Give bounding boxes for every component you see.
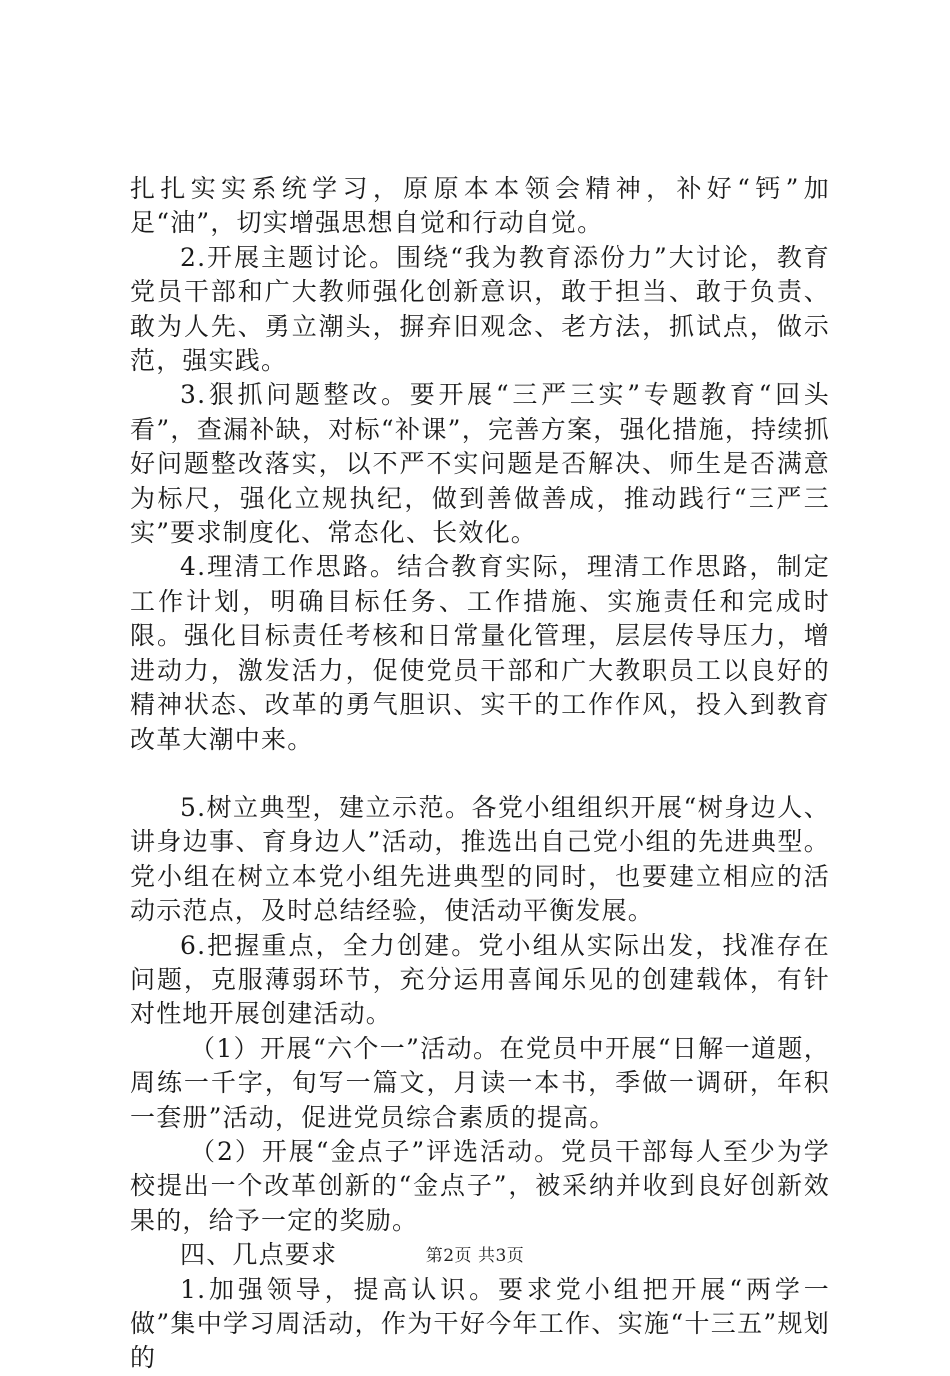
section-heading-requirements: 四、几点要求 [180,1240,338,1270]
paragraph-item-3-rectification: 3.狠抓问题整改。要开展“三严三实”专题教育“回头看”，查漏补缺，对标“补课”，完善方案，强化措施，持续抓好问题整改落实，以不严不实问题是否解决、师生是否满意为标尺，强化立规执纪，做到善做善成，推动践行“三严三实”要求制度化、常态化、长效化。 [130,380,830,548]
paragraph-item-6-key-points: 6.把握重点，全力创建。党小组从实际出发，找准存在问题，克服薄弱环节，充分运用喜闻乐见的创建载体，有针对性地开展创建活动。 [130,930,830,1029]
paragraph-study-continuation: 扎扎实实系统学习，原原本本领会精神，补好“钙”加足“油”，切实增强思想自觉和行动自觉。 [130,174,830,238]
paragraph-requirement-1-leadership: 1.加强领导，提高认识。要求党小组把开展“两学一做”集中学习周活动，作为干好今年工作、实施“十三五”规划的 [130,1274,830,1373]
paragraph-item-2-theme-discussion: 2.开展主题讨论。围绕“我为教育添份力”大讨论，教育党员干部和广大教师强化创新意识，敢于担当、敢于负责、敢为人先、勇立潮头，摒弃旧观念、老方法，抓试点，做示范，强实践。 [130,242,830,376]
page-number-footer: 第2页 共3页 [425,1246,525,1266]
paragraph-item-4-work-thinking: 4.理清工作思路。结合教育实际，理清工作思路，制定工作计划，明确目标任务、工作措施、实施责任和完成时限。强化目标责任考核和日常量化管理，层层传导压力，增进动力，激发活力，促使党员干部和广大教职员工以良好的精神状态、改革的勇气胆识、实干的工作作风，投入到教育改革大潮中来。 [130,552,830,754]
paragraph-subitem-2-golden-ideas: （2）开展“金点子”评选活动。党员干部每人至少为学校提出一个改革创新的“金点子”，被采纳并收到良好创新效果的，给予一定的奖励。 [130,1136,830,1235]
document-body [130,172,830,1376]
paragraph-subitem-1-six-ones: （1）开展“六个一”活动。在党员中开展“日解一道题，周练一千字，旬写一篇文，月读一本书，季做一调研，年积一套册”活动，促进党员综合素质的提高。 [130,1033,830,1132]
paragraph-item-5-role-models: 5.树立典型，建立示范。各党小组组织开展“树身边人、讲身边事、育身边人”活动，推选出自己党小组的先进典型。党小组在树立本党小组先进典型的同时，也要建立相应的活动示范点，及时总结经验，使活动平衡发展。 [130,792,830,926]
